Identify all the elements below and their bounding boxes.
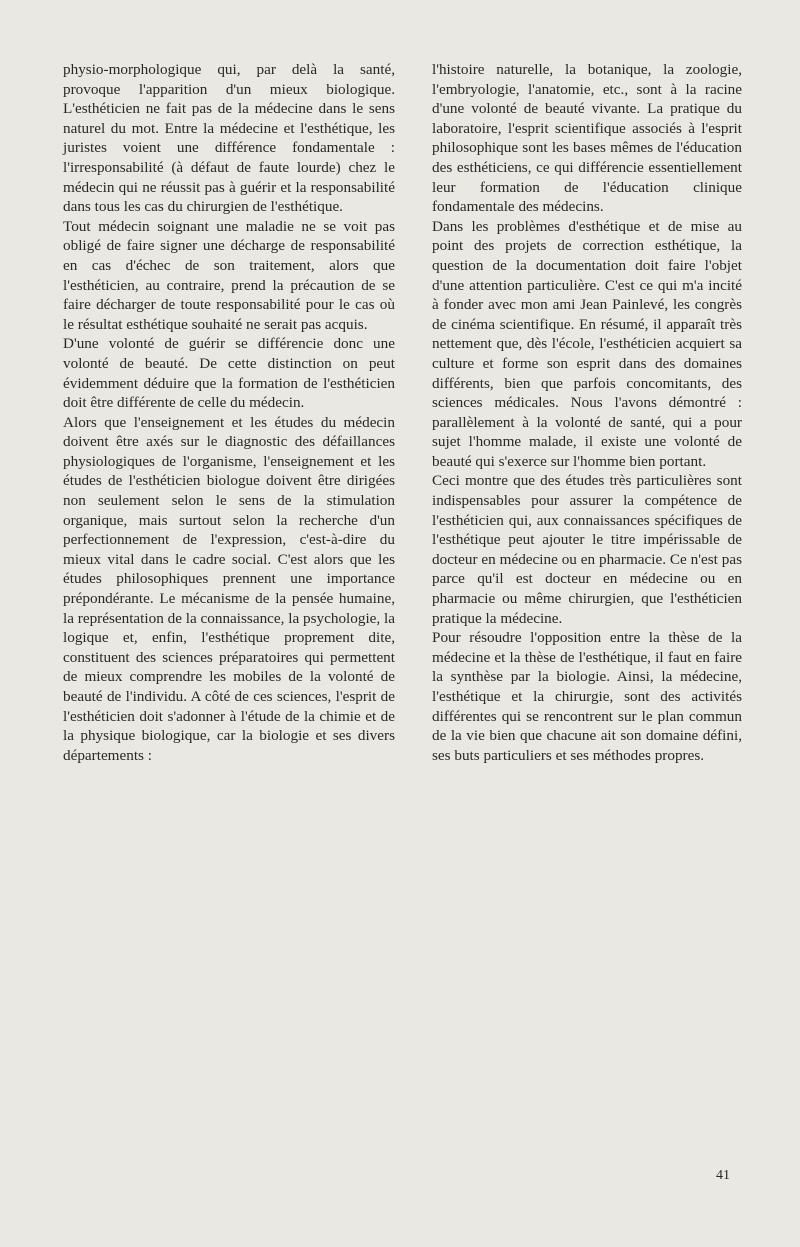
paragraph: physio-morphologique qui, par delà la santé, provoque l'apparition d'un mieux biologique. L'esthéticien ne fait pas de la médecine dans le sens naturel du mot. Entre la médecine et l'esthétique, les juristes voient une différence fondamentale : l'irresponsabilité (à défaut de faute lourde) chez le médecin qui ne réussit pas à guérir et la responsabilité dans tous les cas du chirurgien de l'esthétique. bbox=[63, 61, 395, 216]
page-number: 41 bbox=[716, 1168, 730, 1183]
right-column bbox=[432, 60, 742, 765]
paragraph: Tout médecin soignant une maladie ne se voit pas obligé de faire signer une décharge de responsabilité en cas d'échec de son traitement, alors que l'esthéticien, au contraire, prend la précaution de se faire décharger de toute responsabilité pour le cas où le résultat esthétique souhaité ne serait pas acquis. bbox=[63, 217, 395, 333]
left-column bbox=[63, 60, 395, 765]
paragraph: D'une volonté de guérir se différencie donc une volonté de beauté. De cette distinction on peut évidemment déduire que la formation de l'esthéticien doit être différente de celle du médecin. bbox=[63, 335, 395, 412]
paragraph: l'histoire naturelle, la botanique, la zoologie, l'embryologie, l'anatomie, etc., sont à la racine d'une volonté de beauté vivante. La pratique du laboratoire, l'esprit scientifique associés à l'esprit philosophique sont les bases mêmes de l'éducation des esthéticiens, ce qui différencie essentiellement leur formation de l'éducation clinique fondamentale des médecins. bbox=[432, 61, 742, 216]
paragraph: Pour résoudre l'opposition entre la thèse de la médecine et la thèse de l'esthétique, il faut en faire la synthèse par la biologie. Ainsi, la médecine, l'esthétique et la chirurgie, sont des activités différentes qui se rencontrent sur le plan commun de la vie bien que chacune ait son domaine défini, ses buts particuliers et ses méthodes propres. bbox=[432, 629, 742, 764]
paragraph: Dans les problèmes d'esthétique et de mise au point des projets de correction esthétique, la question de la documentation doit faire l'objet d'une attention particulière. C'est ce qui m'a incité à fonder avec mon ami Jean Painlevé, les congrès de cinéma scientifique. En résumé, il apparaît très nettement que, dès l'école, l'esthéticien acquiert sa culture et forme son esprit dans des domaines différents, bien que parfois concomitants, des sciences médicales. Nous l'avons démontré : parallèlement à la volonté de santé, qui a pour sujet l'homme malade, il existe une volonté de beauté qui s'exerce sur l'homme bien portant. bbox=[432, 217, 742, 470]
paragraph: Ceci montre que des études très particulières sont indispensables pour assurer la compétence de l'esthéticien qui, aux connaissances spécifiques de l'esthétique peut ajouter le titre impérissable de docteur en médecine ou en pharmacie. Ce n'est pas parce qu'il est docteur en médecine ou en pharmacie ou même chirurgien, que l'esthéticien pratique la médecine. bbox=[432, 472, 742, 627]
paragraph: Alors que l'enseignement et les études du médecin doivent être axés sur le diagnostic des défaillances physiologiques de l'organisme, l'enseignement et les études de l'esthéticien biologue doivent être dirigées non seulement selon le sens de la stimulation organique, mais surtout selon la recherche d'un perfectionnement de l'expression, c'est-à-dire du mieux vital dans le cadre social. C'est alors que les études philosophiques prennent une importance prépondérante. Le mécanisme de la pensée humaine, la représentation de la connaissance, la psychologie, la logique et, enfin, l'esthétique proprement dite, constituent des sciences préparatoires qui permettent de mieux comprendre les mobiles de la volonté de beauté de l'individu. A côté de ces sciences, l'esprit de l'esthéticien doit s'adonner à l'étude de la chimie et de la physique biologique, car la biologie et ses divers départements : bbox=[63, 413, 395, 764]
